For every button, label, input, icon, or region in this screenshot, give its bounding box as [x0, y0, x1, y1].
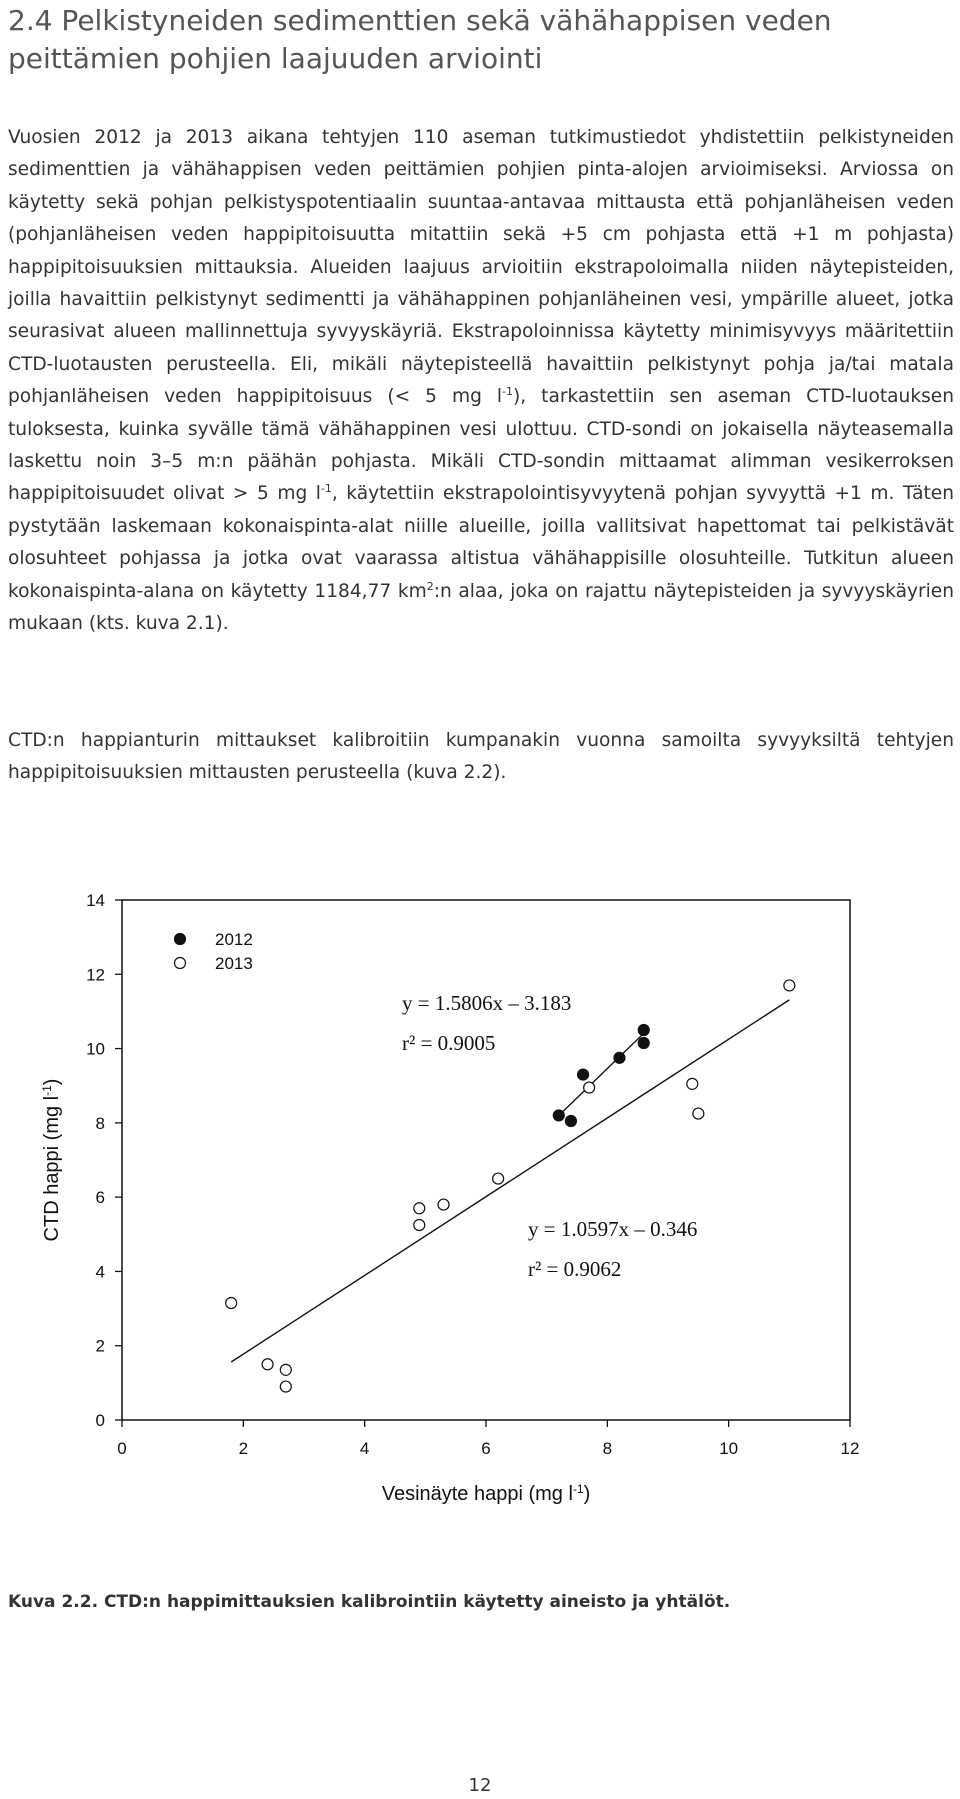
section-heading: 2.4 Pelkistyneiden sedimenttien sekä vähähappisen veden peittämien pohjien laajuuden arviointi [8, 4, 832, 75]
figure-caption: Kuva 2.2. CTD:n happimittauksien kalibrointiin käytetty aineisto ja yhtälöt. [8, 1592, 731, 1612]
data-point-2012 [553, 1110, 564, 1121]
legend [175, 930, 253, 973]
data-point-2013 [280, 1364, 291, 1375]
data-point-2013 [280, 1381, 291, 1392]
x-tick-label: 10 [719, 1439, 739, 1458]
paragraph-1-part-b: ), tarkastettiin sen aseman CTD-luotauksen tuloksesta, kuinka syvälle tämä vähähappinen vesi ulottuu. CTD-sondi on jokaisella näyteasemalla laskettu noin 3–5 m:n päähän pohjasta. Mikäli CTD-sondin mittaamat alimman vesikerroksen happipitoisuudet olivat > 5 mg l [8, 386, 954, 505]
x-tick-label: 12 [840, 1439, 860, 1458]
data-point-2013 [687, 1078, 698, 1089]
legend-marker-2013 [175, 958, 186, 969]
fit-r2-2013: r² = 0.9062 [528, 1257, 622, 1281]
page-number: 12 [468, 1775, 492, 1796]
y-tick-label: 4 [95, 1262, 105, 1282]
data-point-2013 [414, 1220, 425, 1231]
x-tick-label: 2 [238, 1439, 249, 1458]
data-point-2013 [784, 980, 795, 991]
data-point-2013 [693, 1108, 704, 1119]
axis-ticks [115, 900, 850, 1427]
legend-label-2012: 2012 [215, 930, 253, 949]
y-tick-label: 12 [86, 965, 105, 985]
data-point-2013 [414, 1203, 425, 1214]
regression-lines [231, 1000, 789, 1362]
legend-label-2013: 2013 [215, 954, 253, 973]
fit-equation-2013: y = 1.0597x – 0.346 [528, 1217, 698, 1241]
y-tick-label: 14 [86, 891, 105, 910]
y-tick-label: 8 [95, 1113, 105, 1133]
data-points [226, 980, 795, 1392]
data-point-2012 [638, 1038, 649, 1049]
y-tick-label: 10 [86, 1039, 105, 1059]
plot-frame [122, 900, 850, 1420]
data-point-2012 [565, 1116, 576, 1127]
x-tick-label: 8 [602, 1439, 613, 1458]
y-axis-label: CTD happi (mg $l^{-1}$) [40, 1078, 63, 1242]
y-tick-label: 0 [95, 1411, 105, 1430]
y-tick-label: 2 [95, 1336, 105, 1356]
body-paragraph-2: CTD:n happianturin mittaukset kalibroitiin kumpanakin vuonna samoilta syvyyksiltä tehtyjen happipitoisuuksien mittausten perusteella (kuva 2.2). [8, 730, 954, 784]
data-point-2013 [438, 1199, 449, 1210]
data-point-2013 [226, 1298, 237, 1309]
data-point-2013 [493, 1173, 504, 1184]
legend-marker-2012 [175, 934, 186, 945]
data-point-2013 [584, 1082, 595, 1093]
data-point-2012 [638, 1025, 649, 1036]
x-tick-label: 4 [359, 1439, 370, 1458]
regression-line-2013 [231, 1000, 789, 1362]
x-axis-label: Vesinäyte happi (mg $l^{-1}$) [381, 1482, 591, 1505]
data-point-2012 [614, 1052, 625, 1063]
paragraph-1-part-c: , käytettiin ekstrapolointisyvyytenä pohjan syvyyttä +1 m. Täten pystytään laskemaan kokonaispinta-alat niille alueille, joilla vallitsivat hapettomat tai pelkistävät olosuhteet pohjassa ja jotka ovat vaarassa altistua vähähappisille olosuhteille. Tutkitun alueen kokonaispinta-alana on käytetty 1184,77 km [8, 483, 954, 602]
fit-r2-2012: r² = 0.9005 [402, 1031, 496, 1055]
paragraph-1-part-a: Vuosien 2012 ja 2013 aikana tehtyjen 110 aseman tutkimustiedot yhdistettiin pelkistyneiden sedimenttien ja vähähappisen veden peittämien pohjien pinta-alojen arvioimiseksi. Arviossa on käytetty sekä pohjan pelkistyspotentiaalin suuntaa-antavaa mittausta että pohjanläheisen veden (pohjanläheisen veden happipitoisuutta mitattiin sekä +5 cm pohjasta että +1 m pohjasta) happipitoisuuksien mittauksia. Alueiden laajuus arvioitiin ekstrapoloimalla niiden näytepisteiden, joilla havaittiin pelkistynyt sedimentti ja vähähappinen pohjanläheinen vesi, ympärille alueet, jotka seurasivat alueen mallinnettuja syvyyskäyriä. Ekstrapoloinnissa käytetty minimisyvyys määritettiin CTD-luotausten perusteella. Eli, mikäli näytepisteellä havaittiin pelkistynyt pohja ja/tai matala pohjanläheisen veden happipitoisuus (< 5 mg l [8, 127, 954, 408]
axis-tick-labels [86, 891, 859, 1458]
body-paragraph-1 [8, 122, 954, 641]
x-tick-label: 6 [481, 1439, 491, 1458]
fit-equation-2012: y = 1.5806x – 3.183 [402, 991, 572, 1015]
x-tick-label: 0 [117, 1439, 127, 1458]
y-tick-label: 6 [95, 1188, 105, 1208]
unit-superscript: -1 [502, 385, 514, 399]
calibration-scatter-chart [0, 870, 960, 1570]
paragraph-1-part-d: :n alaa, joka on rajattu näytepisteiden ja syvyyskäyrien mukaan (kts. kuva 2.1). [8, 580, 955, 635]
data-point-2013 [262, 1359, 273, 1370]
area-superscript: 2 [426, 579, 434, 593]
data-point-2012 [578, 1069, 589, 1080]
unit-superscript: -1 [320, 482, 332, 496]
